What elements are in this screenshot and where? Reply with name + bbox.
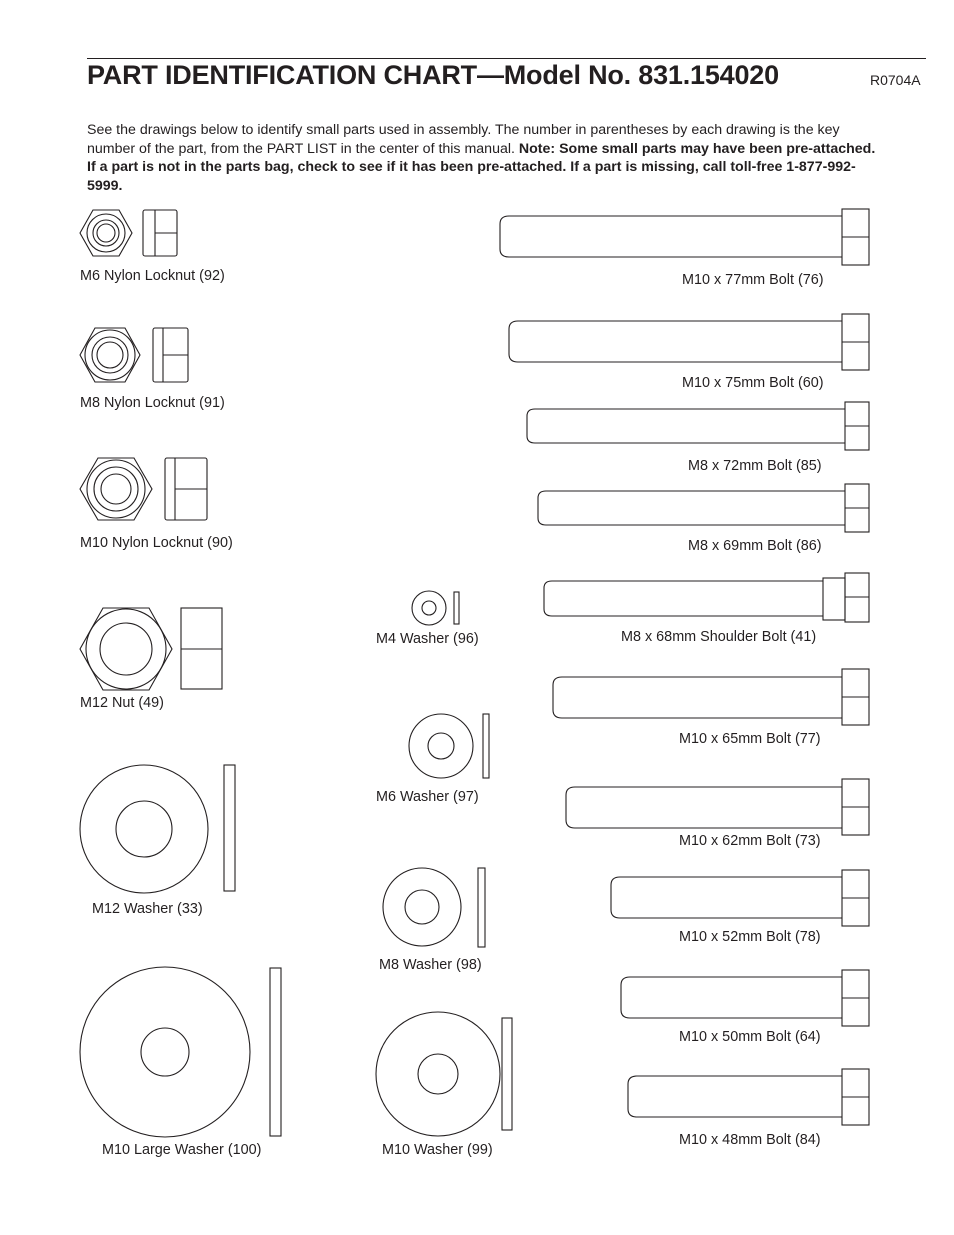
m8-washer-drawing — [383, 868, 485, 947]
bolt-68-shoulder-drawing — [544, 573, 869, 622]
label-m12-washer: M12 Washer (33) — [92, 901, 203, 917]
bolt-65-drawing — [553, 669, 869, 725]
label-bolt-68-shoulder: M8 x 68mm Shoulder Bolt (41) — [621, 629, 817, 645]
m6-locknut-drawing — [80, 210, 177, 256]
label-m8-washer: M8 Washer (98) — [379, 957, 482, 973]
page-title: PART IDENTIFICATION CHART—Model No. 831.154020 — [87, 60, 779, 90]
m10-large-washer-drawing — [80, 967, 281, 1137]
bolt-69-drawing — [538, 484, 869, 532]
bolt-62-drawing — [566, 779, 869, 835]
label-m12-nut: M12 Nut (49) — [80, 695, 164, 711]
m8-locknut-drawing — [80, 328, 188, 382]
bolt-50-drawing — [621, 970, 869, 1026]
intro-note: Note: Some small parts may have been pre-attached. If a part is not in the parts bag, check to see if it has been pre-attached. If a part is missing, call toll-free 1-877-992-5999. — [87, 140, 876, 194]
m12-washer-drawing — [80, 765, 235, 893]
bolt-72-drawing — [527, 402, 869, 450]
label-bolt-52: M10 x 52mm Bolt (78) — [679, 929, 821, 945]
bolt-75-drawing — [509, 314, 869, 370]
label-m10-locknut: M10 Nylon Locknut (90) — [80, 535, 233, 551]
bolt-48-drawing — [628, 1069, 869, 1125]
label-bolt-48: M10 x 48mm Bolt (84) — [679, 1132, 821, 1148]
bolt-77-drawing — [500, 209, 869, 265]
label-m6-locknut: M6 Nylon Locknut (92) — [80, 268, 225, 284]
label-m10-washer: M10 Washer (99) — [382, 1142, 493, 1158]
m4-washer-drawing — [412, 591, 459, 625]
m12-nut-drawing — [80, 608, 222, 690]
m10-locknut-drawing — [80, 458, 207, 520]
label-m8-locknut: M8 Nylon Locknut (91) — [80, 395, 225, 411]
label-bolt-72: M8 x 72mm Bolt (85) — [688, 458, 822, 474]
document-code: R0704A — [870, 72, 921, 88]
label-bolt-62: M10 x 62mm Bolt (73) — [679, 833, 821, 849]
label-bolt-65: M10 x 65mm Bolt (77) — [679, 731, 821, 747]
label-bolt-77: M10 x 77mm Bolt (76) — [682, 272, 824, 288]
m10-washer-drawing — [376, 1012, 512, 1136]
m6-washer-drawing — [409, 714, 489, 778]
label-bolt-75: M10 x 75mm Bolt (60) — [682, 375, 824, 391]
bolt-52-drawing — [611, 870, 869, 926]
label-m10-large-washer: M10 Large Washer (100) — [102, 1142, 262, 1158]
label-m4-washer: M4 Washer (96) — [376, 631, 479, 647]
label-m6-washer: M6 Washer (97) — [376, 789, 479, 805]
label-bolt-69: M8 x 69mm Bolt (86) — [688, 538, 822, 554]
label-bolt-50: M10 x 50mm Bolt (64) — [679, 1029, 821, 1045]
intro-text: See the drawings below to identify small parts used in assembly. The number in parentheses by each drawing is the key number of the part, from the PART LIST in the center of this manual. — [87, 122, 840, 157]
